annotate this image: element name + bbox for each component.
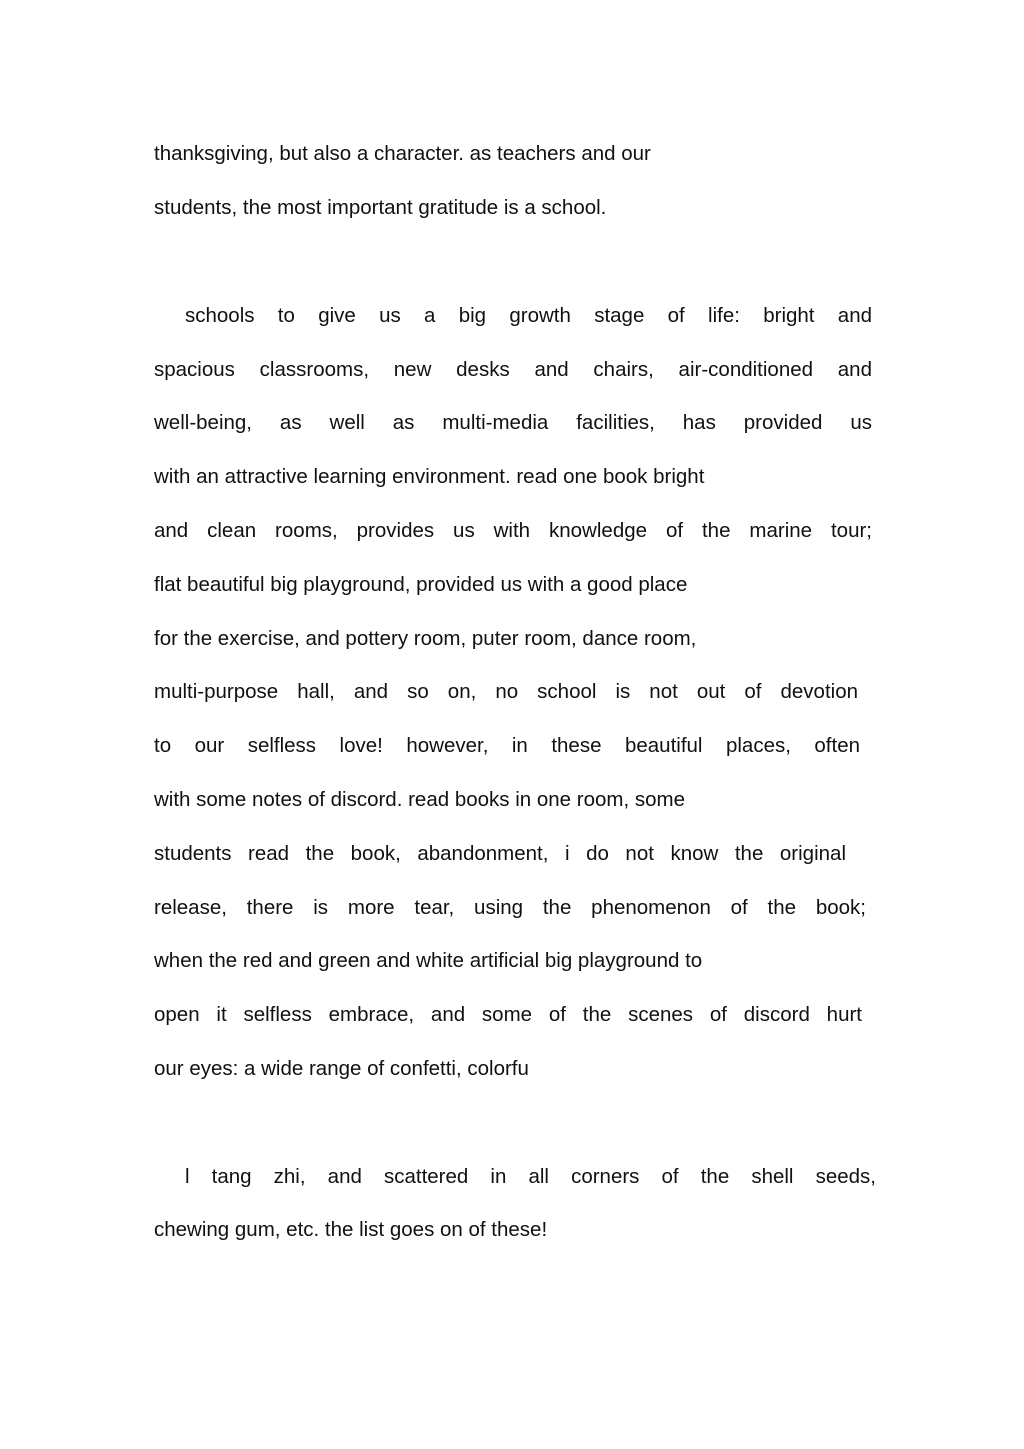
text-line: well-being, as well as multi-media facilities, has provided us (154, 411, 872, 434)
text-line: l tang zhi, and scattered in all corners of the shell seeds, (185, 1165, 876, 1188)
text-line: spacious classrooms, new desks and chairs, air-conditioned and (154, 358, 872, 381)
text-line: thanksgiving, but also a character. as teachers and our (154, 142, 651, 165)
text-line: flat beautiful big playground, provided us with a good place (154, 573, 688, 596)
text-line: students read the book, abandonment, i do not know the original (154, 842, 846, 865)
text-line: open it selfless embrace, and some of the scenes of discord hurt (154, 1003, 862, 1026)
text-line: for the exercise, and pottery room, puter room, dance room, (154, 627, 697, 650)
text-line: with some notes of discord. read books in one room, some (154, 788, 685, 811)
text-line: students, the most important gratitude is a school. (154, 196, 607, 219)
text-line: when the red and green and white artificial big playground to (154, 949, 703, 972)
text-line: release, there is more tear, using the phenomenon of the book; (154, 896, 866, 919)
text-line: chewing gum, etc. the list goes on of these! (154, 1218, 548, 1241)
text-line: schools to give us a big growth stage of life: bright and (185, 304, 872, 327)
text-line: our eyes: a wide range of confetti, colorfu (154, 1057, 529, 1080)
text-line: and clean rooms, provides us with knowledge of the marine tour; (154, 519, 872, 542)
text-line: with an attractive learning environment. read one book bright (154, 465, 705, 488)
text-line: to our selfless love! however, in these beautiful places, often (154, 734, 860, 757)
text-line: multi-purpose hall, and so on, no school is not out of devotion (154, 680, 858, 703)
